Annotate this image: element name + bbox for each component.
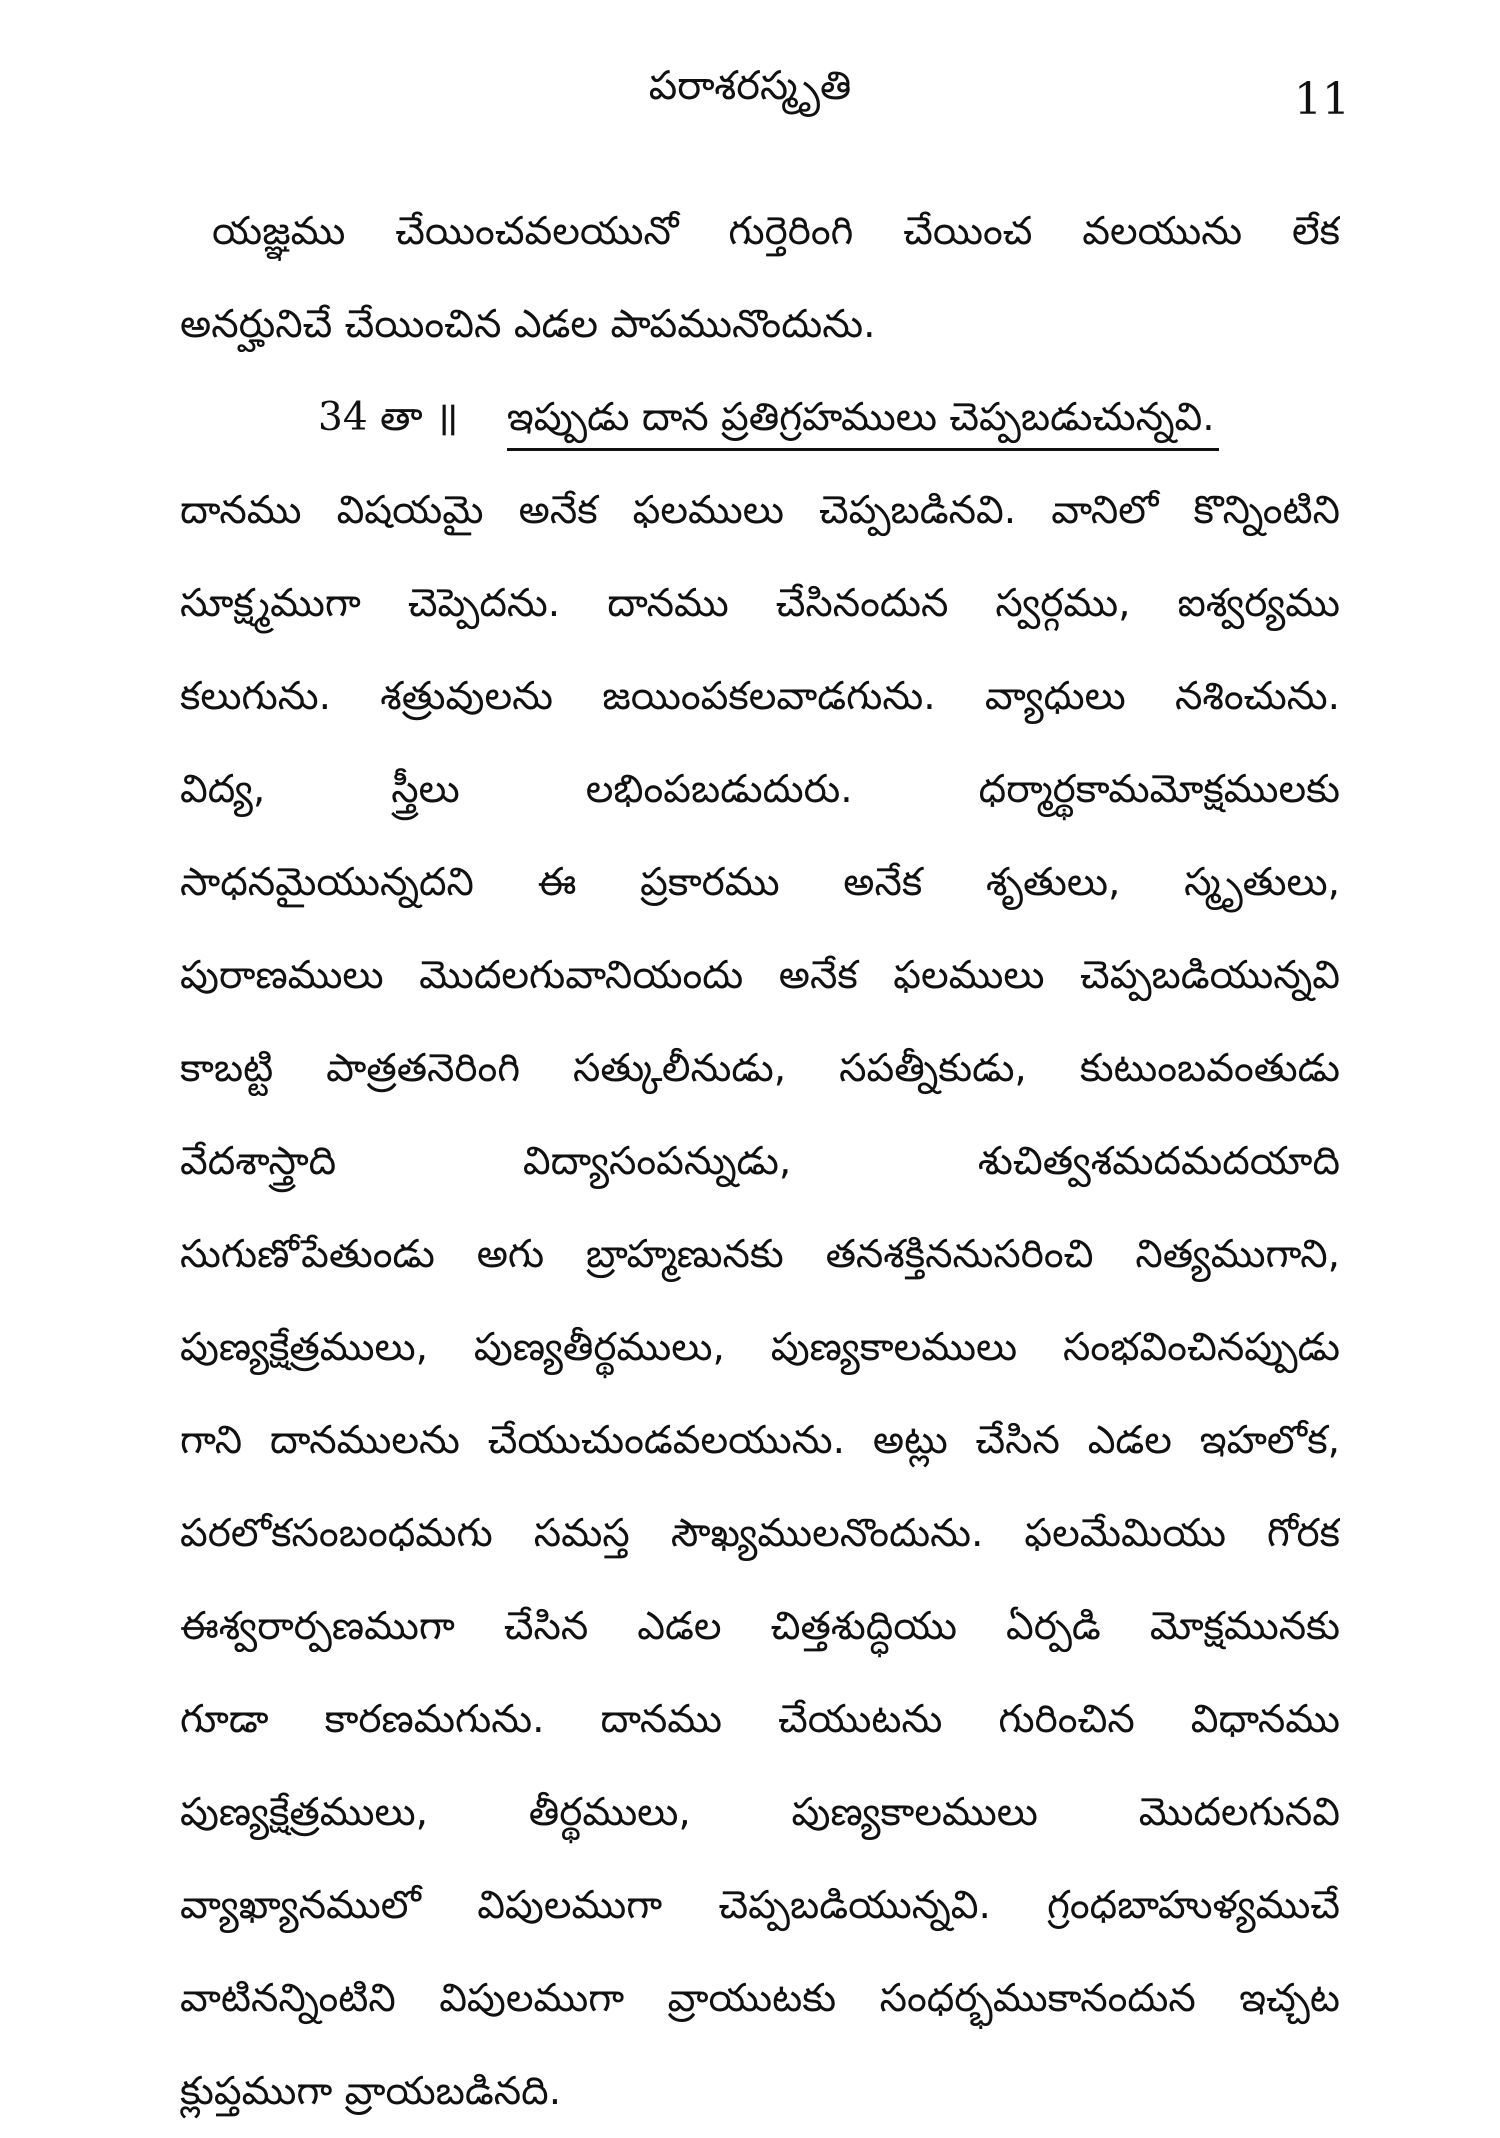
text-line: దానము విషయమై అనేక ఫలములు చెప్పబడినవి. వానిలో కొన్నింటిని — [180, 488, 1340, 533]
text-line: గూడా కారణమగును. దానము చేయుటను గురించిన విధానము — [180, 1697, 1340, 1742]
page-body — [180, 185, 1340, 2138]
text-line: గాని దానములను చేయుచుండవలయును. అట్లు చేసిన ఎడల ఇహలోక, — [180, 1418, 1340, 1463]
section-heading — [180, 371, 1340, 464]
text-line: పురాణములు మొదలగువానియందు అనేక ఫలములు చెప్పబడియున్నవి — [180, 953, 1340, 998]
text-line: అనర్హునిచే చేయించిన ఎడల పాపమునొందును. — [180, 302, 876, 347]
text-line: సాధనమైయున్నదని ఈ ప్రకారము అనేక శృతులు, స్మృతులు, — [180, 860, 1340, 905]
text-line: యజ్ఞము చేయించవలయునో గుర్తెరింగి చేయించ వలయును లేక — [212, 209, 1340, 254]
section-title: ఇప్పుడు దాన ప్రతిగ్రహములు చెప్పబడుచున్నవి. — [507, 388, 1219, 451]
text-line: పరలోకసంబంధమగు సమస్త సౌఖ్యములనొందును. ఫలమేమియు గోరక — [180, 1511, 1340, 1556]
text-line: సుగుణోపేతుండు అగు బ్రాహ్మణునకు తనశక్తిననుసరించి నిత్యముగాని, — [180, 1232, 1340, 1277]
text-line: విద్య, స్త్రీలు లభింపబడుదురు. ధర్మార్థకామమోక్షములకు — [180, 767, 1340, 812]
text-line: పుణ్యక్షేత్రములు, తీర్థములు, పుణ్యకాలములు మొదలగునవి — [180, 1790, 1340, 1835]
text-line: కాబట్టి పాత్రతనెరింగి సత్కులీనుడు, సపత్నీకుడు, కుటుంబవంతుడు — [180, 1046, 1340, 1091]
text-line: పుణ్యక్షేత్రములు, పుణ్యతీర్థములు, పుణ్యకాలములు సంభవించినప్పుడు — [180, 1325, 1340, 1370]
verse-number: 34 తా ॥ — [318, 395, 459, 440]
text-line: వ్యాఖ్యానములో విపులముగా చెప్పబడియున్నవి. గ్రంధబాహుళ్యముచే — [180, 1883, 1340, 1928]
running-title: పరాశరస్మృతి — [648, 63, 852, 109]
text-line: క్లుప్తముగా వ్రాయబడినది. — [180, 2069, 562, 2114]
text-line: వాటినన్నింటిని విపులముగా వ్రాయుటకు సంధర్భముకానందున ఇచ్చట — [180, 1976, 1340, 2021]
text-line: ఈశ్వరార్పణముగా చేసిన ఎడల చిత్తశుద్ధియు ఏర్పడి మోక్షమునకు — [180, 1604, 1340, 1649]
text-line: కలుగును. శత్రువులను జయింపకలవాడగును. వ్యాధులు నశించును. — [180, 674, 1340, 719]
text-line: వేదశాస్త్రాది విద్యాసంపన్నుడు, శుచిత్వశమదమదయాది — [180, 1139, 1340, 1184]
text-line: సూక్ష్మముగా చెప్పెదను. దానము చేసినందున స్వర్గము, ఐశ్వర్యము — [180, 581, 1340, 626]
page-number: 11 — [1294, 74, 1350, 125]
